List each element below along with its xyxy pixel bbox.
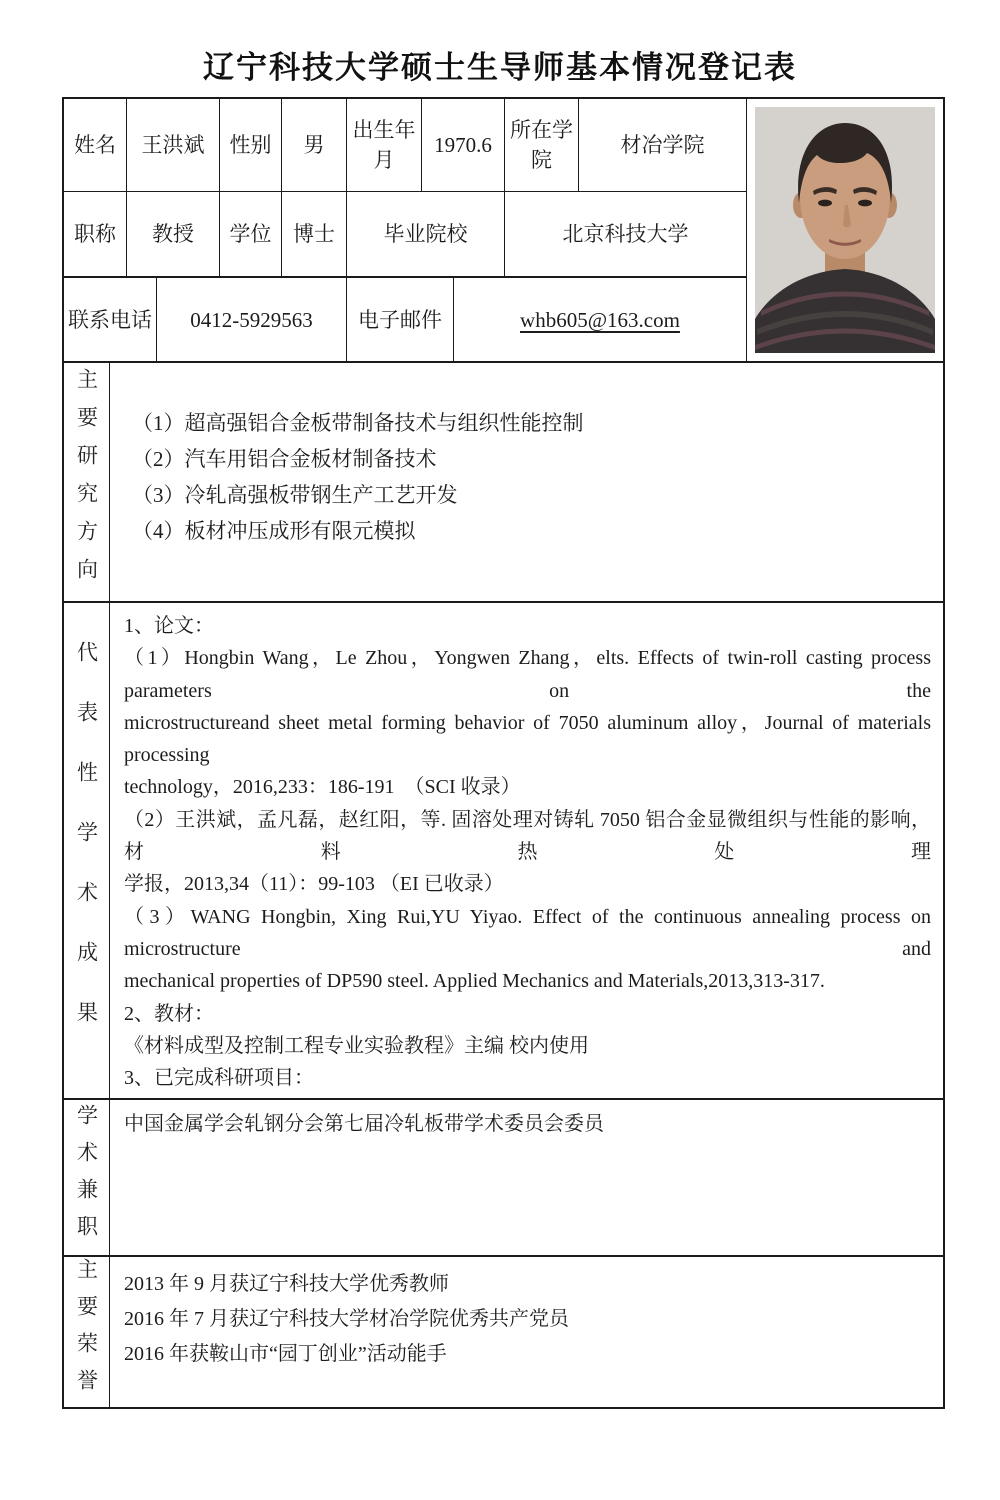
section-achievements xyxy=(64,601,943,1098)
degree-label: 学位 xyxy=(220,192,282,276)
registration-table xyxy=(62,97,945,1409)
phone-value: 0412-5929563 xyxy=(157,278,347,361)
research-line: （2）汽车用铝合金板材制备技术 xyxy=(132,447,437,471)
rank-label: 职称 xyxy=(64,192,127,276)
photo-cell xyxy=(747,99,943,361)
academic-posts-label: 学术兼职 xyxy=(74,1103,99,1252)
phone-label: 联系电话 xyxy=(64,278,157,361)
school-label: 毕业院校 xyxy=(347,192,505,276)
section-honors xyxy=(64,1255,943,1407)
college-label: 所在学院 xyxy=(505,99,579,191)
section-academic-posts xyxy=(64,1098,943,1255)
achievement-line: 学报，2013,34（11）：99-103 （EI 已收录） xyxy=(124,873,504,896)
honor-line: 2016 年获鞍山市“园丁创业”活动能手 xyxy=(124,1343,447,1365)
email-label: 电子邮件 xyxy=(347,278,454,361)
achievement-line: （1）Hongbin Wang，Le Zhou，Yongwen Zhang，elts. Effects of twin-roll casting process parameters on the xyxy=(124,647,936,702)
research-line: （1）超高强铝合金板带制备技术与组织性能控制 xyxy=(132,411,584,435)
name-label: 姓名 xyxy=(64,99,127,191)
achievement-line: （3）WANG Hongbin, Xing Rui,YU Yiyao. Effect of the continuous annealing process on microstructure and xyxy=(124,905,936,960)
achievements-label-cell xyxy=(64,603,110,1098)
email-cell xyxy=(454,278,746,361)
achievement-line: 《材料成型及控制工程专业实验教程》主编 校内使用 xyxy=(124,1034,589,1057)
degree-value: 博士 xyxy=(282,192,347,276)
achievement-line: 2、教材： xyxy=(124,1002,214,1025)
academic-post-line: 中国金属学会轧钢分会第七届冷轧板带学术委员会委员 xyxy=(124,1113,604,1135)
birth-label: 出生年月 xyxy=(347,99,422,191)
name-value: 王洪斌 xyxy=(127,99,220,191)
achievement-line: mechanical properties of DP590 steel. Applied Mechanics and Materials,2013,313-317. xyxy=(124,970,825,993)
achievements-content xyxy=(110,603,943,1098)
school-value: 北京科技大学 xyxy=(562,222,689,246)
page-title: 辽宁科技大学硕士生导师基本情况登记表 xyxy=(203,50,797,85)
row-rank xyxy=(64,192,746,278)
rank-value: 教授 xyxy=(127,192,220,276)
honor-line: 2016 年 7 月获辽宁科技大学材冶学院优秀共产党员 xyxy=(124,1308,569,1330)
research-line: （4）板材冲压成形有限元模拟 xyxy=(132,519,416,543)
research-directions-label-cell xyxy=(64,363,110,601)
honors-label: 主要荣誉 xyxy=(74,1258,99,1406)
row-name xyxy=(64,99,746,192)
email-link[interactable]: whb605@163.com xyxy=(520,307,680,332)
achievement-line: microstructureand sheet metal forming behavior of 7050 aluminum alloy，Journal of materials processing xyxy=(124,711,936,767)
academic-posts-label-cell xyxy=(64,1100,110,1255)
gender-value: 男 xyxy=(282,99,347,191)
honors-content xyxy=(110,1257,943,1407)
research-directions-label: 主要研究方向 xyxy=(74,368,99,596)
row-contact xyxy=(64,278,746,361)
achievement-line: 1、论文： xyxy=(124,615,214,637)
gender-label: 性别 xyxy=(220,99,282,191)
honors-label-cell xyxy=(64,1257,110,1407)
achievement-line: （2）王洪斌，孟凡磊，赵红阳，等. 固溶处理对铸轧 7050 铝合金显微组织与性能的影响，材料热处理 xyxy=(124,808,931,864)
portrait-photo xyxy=(755,107,935,353)
birth-value: 1970.6 xyxy=(422,99,505,191)
identity-fields xyxy=(64,99,747,361)
achievement-line: 3、已完成科研项目： xyxy=(124,1067,314,1090)
honor-line: 2013 年 9 月获辽宁科技大学优秀教师 xyxy=(124,1273,449,1295)
research-directions-content xyxy=(110,363,943,601)
research-line: （3）冷轧高强板带钢生产工艺开发 xyxy=(132,483,458,507)
college-value: 材冶学院 xyxy=(620,133,705,157)
identity-block xyxy=(64,99,943,361)
section-research-directions xyxy=(64,361,943,601)
achievement-line: technology，2016,233：186-191 （SCI 收录） xyxy=(124,776,521,799)
achievements-label: 代表性学术成果 xyxy=(74,640,99,1061)
academic-posts-content xyxy=(110,1100,943,1255)
